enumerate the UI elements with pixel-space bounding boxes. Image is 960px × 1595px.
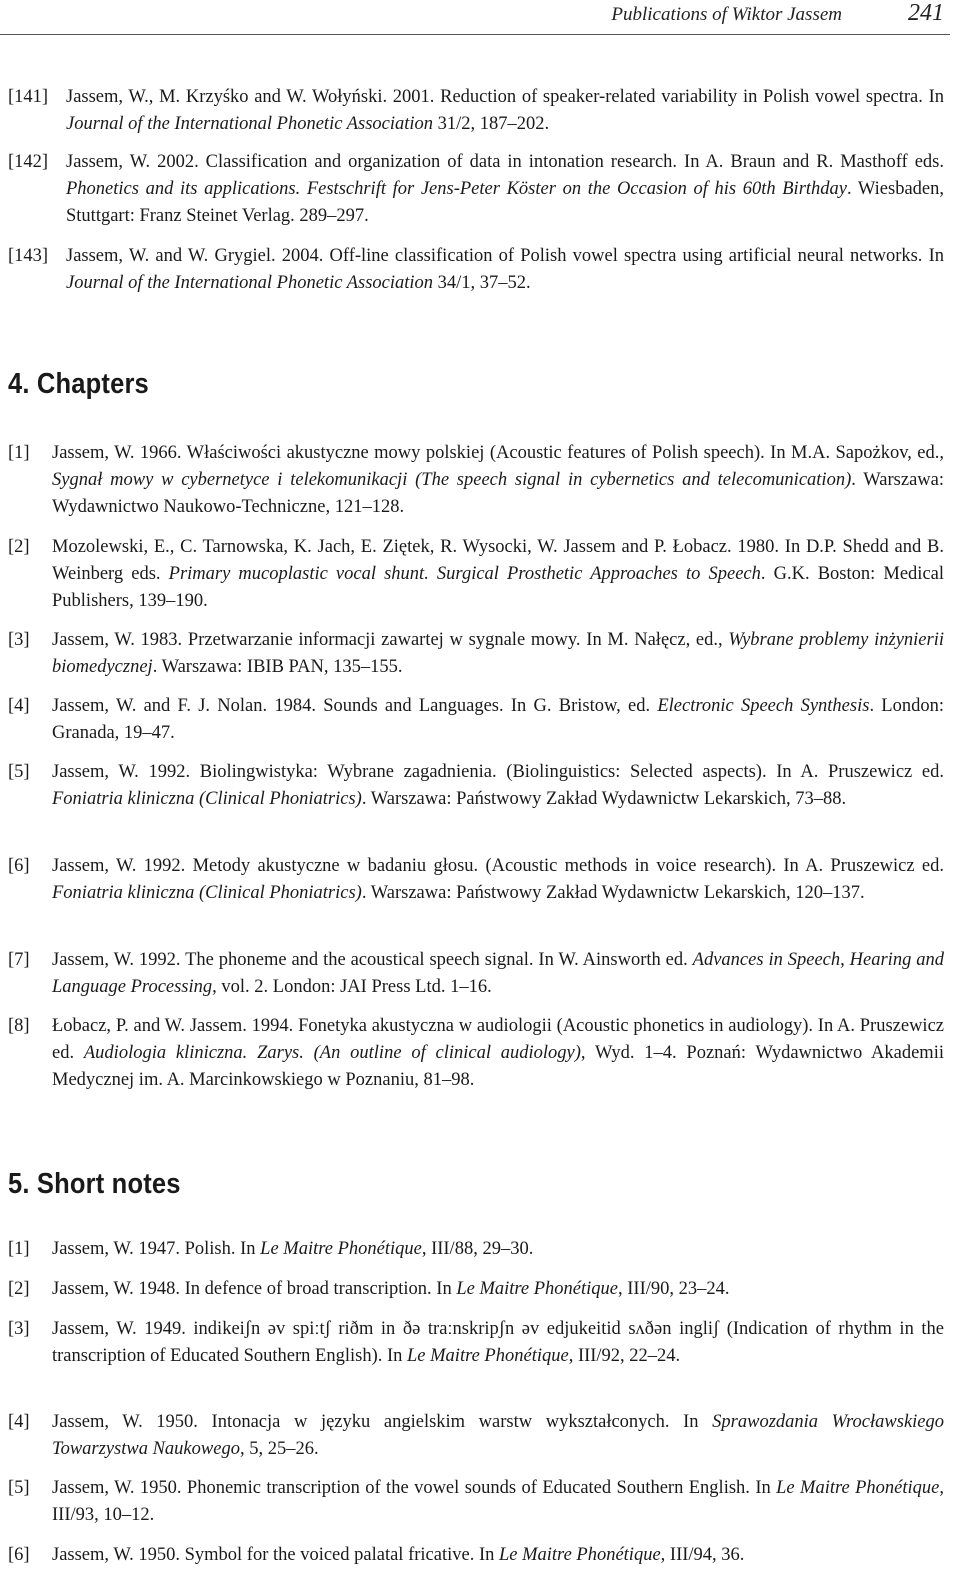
reference-number: [2] — [8, 1279, 30, 1299]
reference-number: [2] — [8, 537, 30, 557]
reference-text — [52, 1316, 944, 1370]
reference-title: Wybrane problemy inżynierii biomedycznej — [52, 630, 944, 677]
reference-title: Phonetics and its applications. Festschrift for Jens-Peter Köster on the Occasion of his 60th Birthday — [66, 179, 847, 199]
reference-number: [143] — [8, 246, 49, 266]
reference-text-part: , III/90, 23–24. — [618, 1279, 730, 1299]
reference-text-part: , Wyd. 1–4. Poznań: Wydawnictwo Akademii Medycznej im. A. Marcinkowskiego w Poznaniu, 81–98. — [52, 1043, 944, 1090]
reference-entry — [0, 853, 944, 907]
reference-text-part: Jassem, W. 1947. Polish. In — [52, 1239, 261, 1259]
reference-text-part: Jassem, W. 1966. Właściwości akustyczne mowy polskiej (Acoustic features of Polish speech). In M.A. Sapożkov, ed., — [52, 443, 944, 463]
reference-title: Le Maitre Phonétique — [776, 1478, 940, 1498]
reference-title: Le Maitre Phonétique — [407, 1346, 569, 1366]
reference-number: [5] — [8, 762, 30, 782]
reference-entry — [0, 534, 944, 615]
reference-text-part: , III/94, 36. — [660, 1545, 745, 1565]
reference-number: [3] — [8, 1319, 30, 1339]
reference-entry — [0, 1013, 944, 1094]
reference-entry — [0, 149, 944, 230]
reference-number: [5] — [8, 1478, 30, 1498]
reference-entry — [0, 1276, 944, 1303]
reference-text-part: 31/2, 187–202. — [433, 114, 550, 134]
reference-number: [8] — [8, 1016, 30, 1036]
reference-number: [142] — [8, 152, 49, 172]
reference-text-part: , III/88, 29–30. — [421, 1239, 534, 1259]
running-title: Publications of Wiktor Jassem — [611, 4, 842, 25]
reference-entry — [0, 1542, 944, 1569]
reference-text — [52, 1276, 944, 1303]
running-header — [0, 0, 950, 35]
reference-text-part: Jassem, W. 1949. indikeiʃn əv spiːtʃ riðm in ðə traːnskripʃn əv edjukeitid sʌðən ingliʃ (Indication of rhythm in the transcription of Educated Southern English). In — [52, 1319, 944, 1366]
reference-entry — [0, 947, 944, 1001]
reference-text-part: Jassem, W. 1950. Intonacja w języku angielskim warstw wykształconych. In — [52, 1412, 713, 1432]
reference-number: [1] — [8, 1239, 30, 1259]
reference-title: Advances in Speech, Hearing and Language Processing — [52, 950, 944, 997]
reference-text-part: . G.K. Boston: Medical Publishers, 139–190. — [52, 564, 945, 611]
reference-number: [4] — [8, 1412, 30, 1432]
reference-number: [7] — [8, 950, 30, 970]
reference-entry — [0, 693, 944, 747]
reference-text — [52, 1236, 944, 1263]
section-heading-chapters: 4. Chapters — [8, 368, 149, 400]
reference-text-part: Jassem, W. 1992. The phoneme and the acoustical speech signal. In W. Ainsworth ed. — [52, 950, 693, 970]
reference-text — [66, 243, 944, 297]
reference-text-part: , 5, 25–26. — [239, 1439, 319, 1459]
section-heading-short-notes: 5. Short notes — [8, 1168, 181, 1200]
page-number: 241 — [908, 0, 944, 26]
reference-text-part: . Wiesbaden, Stuttgart: Franz Steinet Verlag. 289–297. — [66, 179, 945, 226]
reference-text-part: 34/1, 37–52. — [433, 273, 531, 293]
reference-entry — [0, 759, 944, 813]
reference-text-part: Jassem, W. and W. Grygiel. 2004. Off-line classification of Polish vowel spectra using artificial neural networks. In — [66, 246, 944, 266]
reference-text-part: . Warszawa: Państwowy Zakład Wydawnictw Lekarskich, 73–88. — [361, 789, 847, 809]
reference-number: [4] — [8, 696, 30, 716]
reference-text-part: Jassem, W. 1948. In defence of broad transcription. In — [52, 1279, 457, 1299]
reference-text — [52, 947, 944, 1001]
reference-text-part: Mozolewski, E., C. Tarnowska, K. Jach, E. Ziętek, R. Wysocki, W. Jassem and P. Łobacz. 1980. In D.P. Shedd and B. Weinberg eds. — [52, 537, 944, 584]
reference-text-part: , vol. 2. London: JAI Press Ltd. 1–16. — [212, 977, 492, 997]
reference-entry — [0, 84, 944, 138]
reference-text — [52, 853, 944, 907]
reference-title: Audiologia kliniczna. Zarys. (An outline of clinical audiology) — [83, 1043, 581, 1063]
reference-title: Le Maitre Phonétique — [456, 1279, 618, 1299]
reference-text-part: Jassem, W. and F. J. Nolan. 1984. Sounds and Languages. In G. Bristow, ed. — [52, 696, 658, 716]
reference-title: Foniatria kliniczna (Clinical Phoniatrics) — [52, 883, 362, 903]
reference-text-part: . London: Granada, 19–47. — [52, 696, 944, 743]
reference-title: Sygnał mowy w cybernetyce i telekomunikacji (The speech signal in cybernetics and telecomunication) — [52, 470, 852, 490]
reference-text-part: . Warszawa: Wydawnictwo Naukowo-Techniczne, 121–128. — [52, 470, 944, 517]
reference-text-part: Jassem, W. 1992. Biolingwistyka: Wybrane zagadnienia. (Biolinguistics: Selected aspects). In A. Pruszewicz ed. — [52, 762, 944, 782]
reference-text-part: , III/93, 10–12. — [52, 1478, 944, 1525]
reference-text — [52, 627, 944, 681]
reference-entry — [0, 1475, 944, 1529]
reference-text — [52, 1542, 944, 1569]
reference-text-part: Jassem, W. 1983. Przetwarzanie informacji zawartej w sygnale mowy. In M. Nałęcz, ed., — [52, 630, 729, 650]
reference-text-part: Jassem, W. 1950. Phonemic transcription of the vowel sounds of Educated Southern English. In — [52, 1478, 777, 1498]
reference-number: [141] — [8, 87, 49, 107]
reference-text-part: Jassem, W., M. Krzyśko and W. Wołyński. 2001. Reduction of speaker-related variability in Polish vowel spectra. In — [66, 87, 944, 107]
reference-entry — [0, 440, 944, 521]
reference-title: Le Maitre Phonétique — [260, 1239, 422, 1259]
reference-entry — [0, 1236, 944, 1263]
reference-text — [52, 1475, 944, 1529]
reference-text-part: . Warszawa: Państwowy Zakład Wydawnictw Lekarskich, 120–137. — [361, 883, 865, 903]
reference-number: [3] — [8, 630, 30, 650]
reference-text-part: Jassem, W. 2002. Classification and organization of data in intonation research. In A. Braun and R. Masthoff eds. — [66, 152, 944, 172]
reference-entry — [0, 627, 944, 681]
reference-title: Journal of the International Phonetic Association — [66, 114, 434, 134]
reference-text — [66, 149, 944, 230]
reference-text-part: Jassem, W. 1992. Metody akustyczne w badaniu głosu. (Acoustic methods in voice research). In A. Pruszewicz ed. — [52, 856, 944, 876]
reference-text-part: Łobacz, P. and W. Jassem. 1994. Fonetyka akustyczna w audiologii (Acoustic phonetics in audiology). In A. Pruszewicz ed. — [52, 1016, 944, 1063]
reference-text-part: Jassem, W. 1950. Symbol for the voiced palatal fricative. In — [52, 1545, 499, 1565]
reference-text — [52, 693, 944, 747]
reference-text — [52, 1409, 944, 1463]
reference-title: Electronic Speech Synthesis — [657, 696, 870, 716]
reference-title: Foniatria kliniczna (Clinical Phoniatrics) — [52, 789, 362, 809]
reference-title: Le Maitre Phonétique — [498, 1545, 661, 1565]
reference-text — [52, 1013, 944, 1094]
reference-text-part: . Warszawa: IBIB PAN, 135–155. — [152, 657, 403, 677]
reference-text — [52, 534, 944, 615]
reference-number: [6] — [8, 856, 30, 876]
reference-number: [6] — [8, 1545, 30, 1565]
reference-text — [66, 84, 944, 138]
reference-text — [52, 440, 944, 521]
reference-title: Primary mucoplastic vocal shunt. Surgical Prosthetic Approaches to Speech — [168, 564, 761, 584]
reference-title: Journal of the International Phonetic Association — [66, 273, 434, 293]
reference-text-part: , III/92, 22–24. — [568, 1346, 681, 1366]
reference-entry — [0, 1316, 944, 1370]
reference-entry — [0, 1409, 944, 1463]
reference-number: [1] — [8, 443, 30, 463]
reference-text — [52, 759, 944, 813]
reference-entry — [0, 243, 944, 297]
reference-title: Sprawozdania Wrocławskiego Towarzystwa Naukowego — [52, 1412, 945, 1459]
